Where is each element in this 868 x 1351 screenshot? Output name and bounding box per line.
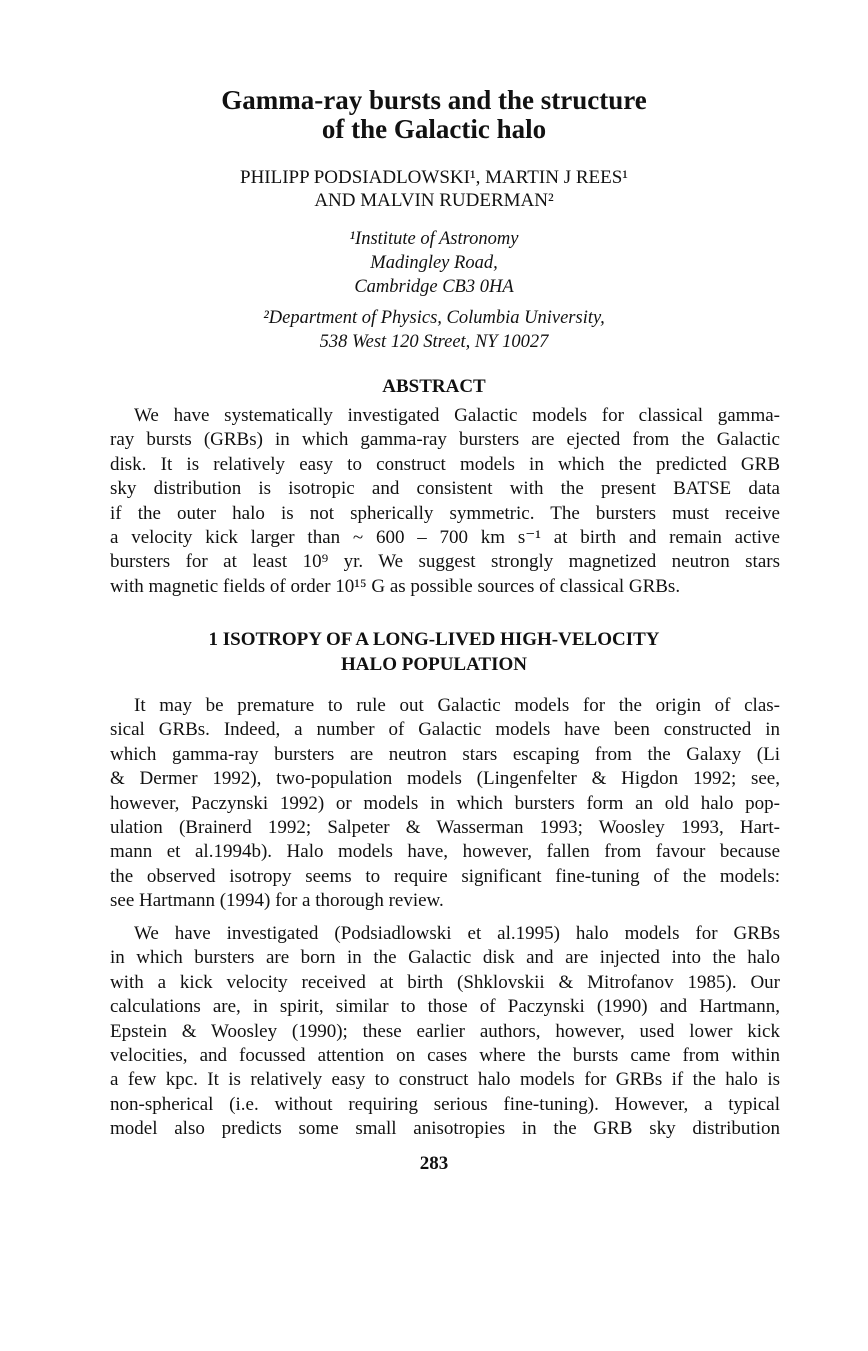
body-line: sical GRBs. Indeed, a number of Galactic models have been constructed in bbox=[110, 719, 780, 741]
affiliation-line: ²Department of Physics, Columbia University, bbox=[263, 308, 605, 328]
body-line: however, Paczynski 1992) or models in which bursters form an old halo pop- bbox=[110, 792, 780, 814]
author-list bbox=[0, 166, 868, 212]
body-line: in which bursters are born in the Galactic disk and are injected into the halo bbox=[110, 947, 780, 969]
body-line: It may be premature to rule out Galactic models for the origin of clas- bbox=[134, 695, 780, 716]
body-line: see Hartmann (1994) for a thorough review. bbox=[110, 890, 444, 912]
title-line: of the Galactic halo bbox=[321, 114, 547, 144]
body-line: non-spherical (i.e. without requiring serious fine-tuning). However, a typical bbox=[110, 1093, 780, 1115]
section-heading bbox=[0, 627, 868, 677]
authors-line: AND MALVIN RUDERMAN² bbox=[314, 190, 554, 211]
paper-title bbox=[0, 86, 868, 144]
body-line: velocities, and focussed attention on cases where the bursts came from within bbox=[110, 1044, 780, 1066]
abstract-line: ray bursts (GRBs) in which gamma-ray bursters are ejected from the Galactic bbox=[110, 429, 780, 451]
section-heading-line: 1 ISOTROPY OF A LONG-LIVED HIGH-VELOCITY bbox=[208, 629, 660, 650]
title-line: Gamma-ray bursts and the structure bbox=[221, 85, 647, 115]
body-line: We have investigated (Podsiadlowski et al.1995) halo models for GRBs bbox=[134, 923, 780, 944]
body-line: mann et al.1994b). Halo models have, however, fallen from favour because bbox=[110, 841, 780, 863]
body-line: calculations are, in spirit, similar to those of Paczynski (1990) and Hartmann, bbox=[110, 996, 780, 1018]
body-line: the observed isotropy seems to require significant fine-tuning of the models: bbox=[110, 865, 780, 887]
body-line: ulation (Brainerd 1992; Salpeter & Wasserman 1993; Woosley 1993, Hart- bbox=[110, 816, 780, 838]
abstract-line: if the outer halo is not spherically symmetric. The bursters must receive bbox=[110, 502, 780, 524]
abstract-line: a velocity kick larger than ~ 600 – 700 km s⁻¹ at birth and remain active bbox=[110, 526, 780, 548]
body-line: model also predicts some small anisotropies in the GRB sky distribution bbox=[110, 1118, 780, 1140]
paragraph-1 bbox=[110, 694, 780, 914]
abstract-body bbox=[110, 404, 780, 599]
affiliation-2 bbox=[0, 306, 868, 354]
abstract-heading: ABSTRACT bbox=[382, 376, 486, 397]
page-number: 283 bbox=[419, 1153, 449, 1174]
affiliation-line: Cambridge CB3 0HA bbox=[354, 277, 514, 297]
body-line: Epstein & Woosley (1990); these earlier authors, however, used lower kick bbox=[110, 1020, 780, 1042]
affiliation-line: Madingley Road, bbox=[370, 253, 498, 273]
authors-line: PHILIPP PODSIADLOWSKI¹, MARTIN J REES¹ bbox=[240, 167, 628, 188]
section-heading-line: HALO POPULATION bbox=[341, 654, 527, 675]
affiliation-line: ¹Institute of Astronomy bbox=[349, 229, 519, 249]
abstract-line: sky distribution is isotropic and consistent with the present BATSE data bbox=[110, 478, 780, 500]
body-line: a few kpc. It is relatively easy to construct halo models for GRBs if the halo is bbox=[110, 1069, 780, 1091]
body-line: with a kick velocity received at birth (Shklovskii & Mitrofanov 1985). Our bbox=[110, 971, 780, 993]
body-line: & Dermer 1992), two-population models (Lingenfelter & Higdon 1992; see, bbox=[110, 768, 780, 790]
abstract-line: bursters for at least 10⁹ yr. We suggest strongly magnetized neutron stars bbox=[110, 551, 780, 573]
abstract-line: with magnetic fields of order 10¹⁵ G as possible sources of classical GRBs. bbox=[110, 575, 681, 597]
affiliation-1 bbox=[0, 227, 868, 299]
abstract-line: We have systematically investigated Galactic models for classical gamma- bbox=[134, 405, 780, 426]
affiliation-line: 538 West 120 Street, NY 10027 bbox=[319, 332, 549, 352]
body-line: which gamma-ray bursters are neutron stars escaping from the Galaxy (Li bbox=[110, 743, 780, 765]
abstract-line: disk. It is relatively easy to construct models in which the predicted GRB bbox=[110, 453, 780, 475]
paragraph-2 bbox=[110, 922, 780, 1142]
